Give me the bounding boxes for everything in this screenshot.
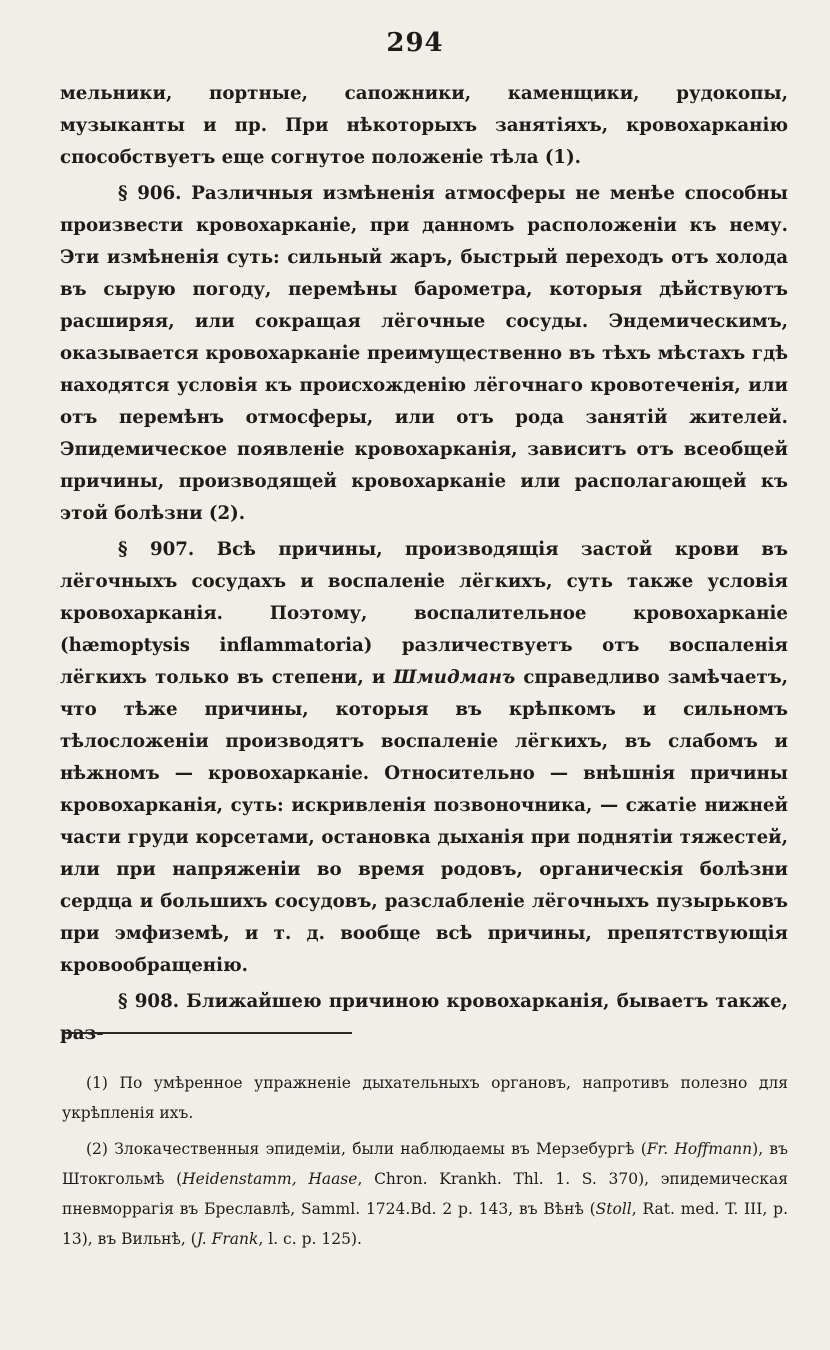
section-907 bbox=[60, 534, 788, 982]
section-907-number: § 907. bbox=[118, 539, 195, 560]
section-907-text-a: Всѣ причины, производящія застой крови въ лёгочныхъ сосудахъ и воспаленіе лёгкихъ, суть также условія кровохарканія. Поэтому, воспалительное кровохарканіе (hæmoptysis inflammatoria) различествуетъ отъ воспаленія лёгкихъ только въ степени, и bbox=[60, 539, 788, 688]
footnote-2-author: J. Frank bbox=[196, 1230, 259, 1248]
footnotes bbox=[62, 1068, 788, 1260]
section-908 bbox=[60, 986, 788, 1050]
footnote-2-part: ), въ Штокгольмѣ ( bbox=[62, 1140, 788, 1188]
footnote-2-author: Fr. Hoffmann bbox=[646, 1140, 753, 1158]
footnote-divider bbox=[62, 1032, 352, 1034]
section-907-author-name: Шмидманъ bbox=[393, 667, 516, 688]
footnote-1: (1) По умѣренное упражненіе дыхательныхъ органовъ, напротивъ полезно для укрѣпленія ихъ. bbox=[62, 1074, 788, 1122]
section-906 bbox=[60, 178, 788, 530]
section-908-number: § 908. bbox=[118, 991, 180, 1012]
footnote-2-part: , l. c. p. 125). bbox=[258, 1230, 362, 1248]
continuation-paragraph: мельники, портные, сапожники, каменщики, рудокопы, музыканты и пр. При нѣкоторыхъ занятіяхъ, кровохарканію способствуетъ еще согнутое положеніе тѣла (1). bbox=[60, 83, 788, 168]
main-text bbox=[60, 78, 788, 1050]
section-906-text: Различныя измѣненія атмосферы не менѣе способны произвести кровохарканіе, при данномъ расположеніи къ нему. Эти измѣненія суть: сильный жаръ, быстрый переходъ отъ холода въ сырую погоду, перемѣны барометра, которыя дѣйствуютъ расширяя, или сокращая лёгочные сосуды. Эндемическимъ, оказывается кровохарканіе преимущественно въ тѣхъ мѣстахъ гдѣ находятся условія къ происхожденію лёгочнаго кровотеченія, или отъ перемѣнъ отмосферы, или отъ рода занятій жителей. Эпидемическое появленіе кровохарканія, зависитъ отъ всеобщей причины, производящей кровохарканіе или располагающей къ этой болѣзни (2). bbox=[60, 183, 788, 524]
footnote-2-part: , Rat. med. T. III, p. 13), въ Вильнѣ, ( bbox=[62, 1200, 788, 1248]
page-number: 294 bbox=[386, 28, 444, 58]
footnote-2-part: (2) Злокачественныя эпидеміи, были наблюдаемы въ Мерзебургѣ ( bbox=[86, 1140, 647, 1158]
footnote-2 bbox=[62, 1134, 788, 1254]
section-907-text-b: справедливо замѣчаетъ, что тѣже причины, которыя въ крѣпкомъ и сильномъ тѣлосложеніи производятъ воспаленіе лёгкихъ, въ слабомъ и нѣжномъ — кровохарканіе. Относительно — внѣшнія причины кровохарканія, суть: искривленія позвоночника, — сжатіе нижней части груди корсетами, остановка дыханія при поднятіи тяжестей, или при напряженіи во время родовъ, органическія болѣзни сердца и большихъ сосудовъ, разслабленіе лёгочныхъ пузырьковъ при эмфиземѣ, и т. д. вообще всѣ причины, препятствующія кровообращенію. bbox=[60, 667, 788, 976]
footnote-2-author: Stoll bbox=[595, 1200, 632, 1218]
footnote-2-author: Heidenstamm, Haase bbox=[182, 1170, 358, 1188]
section-906-number: § 906. bbox=[118, 183, 182, 204]
section-908-text: Ближайшею причиною кровохарканія, бываетъ также, раз- bbox=[60, 991, 789, 1044]
footnote-2-part: , Chron. Krankh. Thl. 1. S. 370), эпидемическая пневморрагія въ Бреславлѣ, Samml. 1724.Bd. 2 p. 143, въ Вѣнѣ ( bbox=[62, 1170, 788, 1218]
